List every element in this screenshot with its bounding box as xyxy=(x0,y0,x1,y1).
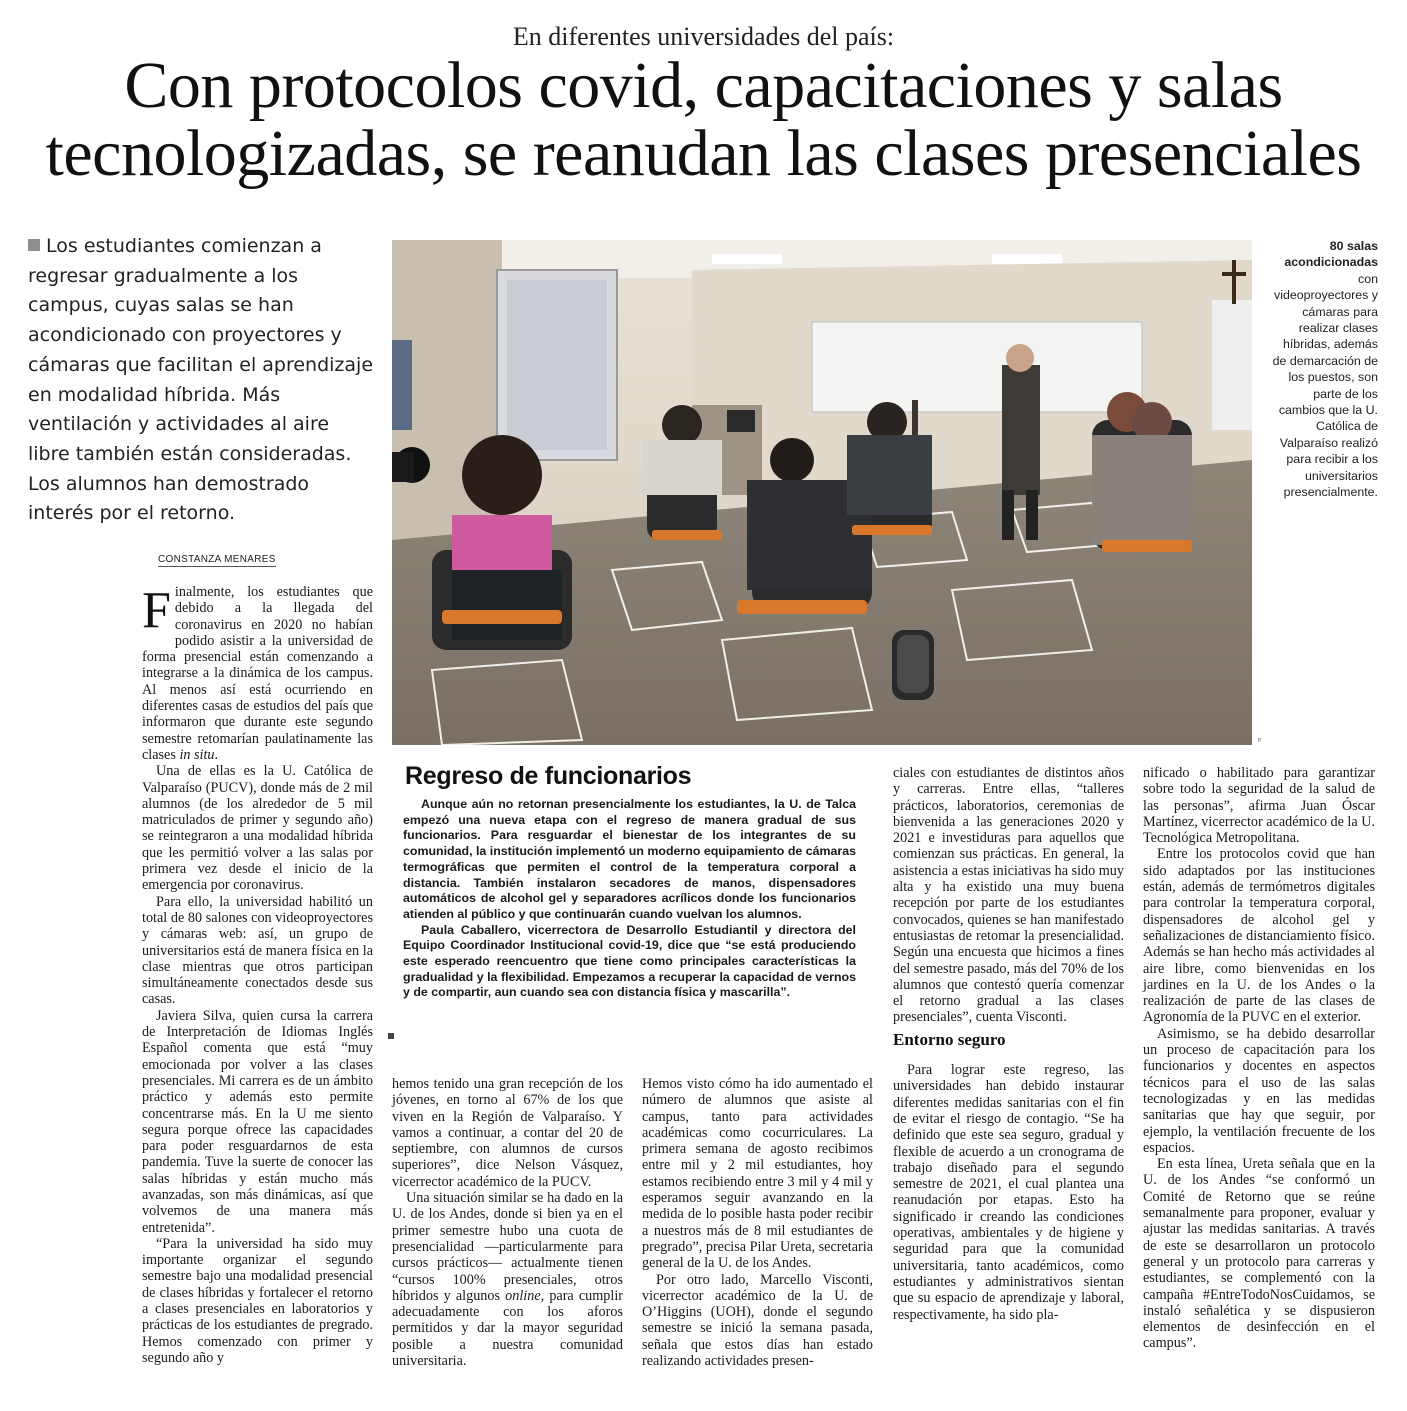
headline xyxy=(0,49,1407,190)
lead-paragraph xyxy=(28,232,373,529)
body-paragraph: Para ello, la universidad habilitó un total de 80 salones con videoproyectores y cámaras web: así, un grupo de universitarios está de manera física en la clase mientras que otros participan simultáneamente conectados desde sus casas. xyxy=(142,893,373,1008)
square-bullet-icon xyxy=(28,239,40,251)
body-paragraph: Asimismo, se ha debido desarrollar un proceso de capacitación para los funcionarios y docentes en aspectos técnicos para el uso de las salas tecnologizadas y en las medidas sanitarias que hay que seguir, por ejemplo, la ventilación frecuente de los espacios. xyxy=(1143,1025,1375,1156)
byline: CONSTANZA MENARES xyxy=(158,554,276,565)
drop-cap: F xyxy=(142,582,171,639)
kicker: En diferentes universidades del país: xyxy=(512,22,895,51)
sidebar-paragraph: Paula Caballero, vicerrectora de Desarrollo Estudiantil y directora del Equipo Coordinador Institucional covid-19, dice que “se está produciendo este esperado reencuentro que tiene como principales características la gradualidad y la flexibilidad. Empezamos a recuperar la capacidad de vernos y de compartir, aun cuando sea con distancia física y mascarilla”. xyxy=(403,922,856,1000)
headline-line-2: tecnologizadas, se reanudan las clases presenciales xyxy=(45,117,1362,190)
classroom-photo xyxy=(392,240,1252,745)
photo-credit: P xyxy=(1258,738,1262,744)
body-paragraph: Para lograr este regreso, las universidades han debido instaurar diferentes medidas sanitarias con el fin de evitar el riesgo de contagio. “Se ha definido que este sea seguro, gradual y flexible de acuerdo a un cronograma de trabajo diseñado para el segundo semestre de 2021, el cual plantea una reanudación por etapas. Esto ha significado ir creando las condiciones operativas, ambientales y de higiene y seguridad para que la comunidad universitaria, tanto académicos, como estudiantes y administrativos sientan que su espacio de aprendizaje y laboral, respectivamente, ha sido pla- xyxy=(893,1062,1124,1323)
sidebar-title: Regreso de funcionarios xyxy=(405,762,692,790)
sidebar-box xyxy=(403,762,856,1001)
body-paragraph: Una situación similar se ha dado en la U. de los Andes, donde si bien ya en el primer semestre hubo una cuota de presencialidad —particularmente para cursos prácticos— actualmente tienen “cursos 100% presenciales, otros híbridos y algunos online, para cumplir adecuadamente con los aforos permitidos y dar la mayor seguridad posible a nuestra comunidad universitaria. xyxy=(392,1190,623,1370)
body-paragraph: ciales con estudiantes de distintos años y carreras. Entre ellas, “talleres prácticos, laboratorios, ceremonias de bienvenida a las generaciones 2020 y 2021 e investiduras para aquellos que comienzan sus prácticas. En general, la asistencia a estas iniciativas ha sido muy alta y ha existido una muy buena recepción por parte de los estudiantes convocados, quienes se han manifestado entusiastas de retomar la presencialidad. Según una encuesta que hicimos a fines del semestre pasado, más del 70% de los alumnos que contestó quería comenzar el retorno gradual a las clases presenciales”, cuenta Visconti. xyxy=(893,765,1124,1026)
sidebar-end-mark xyxy=(388,1033,394,1039)
body-column-2 xyxy=(392,1076,623,1369)
caption-text: con videoproyectores y cámaras para realizar clases híbridas, además de demarcación de los puestos, son parte de los cambios que la U. Católica de Valparaíso realizó para recibir a los universitarios presencialmente. xyxy=(1272,271,1378,500)
sidebar-paragraph: Aunque aún no retornan presencialmente los estudiantes, la U. de Talca empezó una nueva etapa con el regreso de manera gradual de sus funcionarios. Para resguardar el bienestar de los integrantes de su comunidad, la institución implementó un moderno equipamiento de cámaras termográficas que permiten el control de la temperatura corporal a distancia. También instalaron secadores de manos, dispensadores automáticos de alcohol gel y separadores acrílicos donde los funcionarios atienden al público y que continuarán cuando vuelvan los alumnos. xyxy=(403,797,857,921)
body-paragraph: nificado o habilitado para garantizar sobre todo la seguridad de la salud de las personas”, afirma Juan Óscar Martínez, vicerrector académico de la U. Tecnológica Metropolitana. xyxy=(1143,765,1375,847)
body-column-4 xyxy=(893,765,1124,1323)
caption-bold: 80 salas acondicionadas xyxy=(1284,239,1378,270)
body-paragraph: Javiera Silva, quien cursa la carrera de Interpretación de Idiomas Inglés Español comenta que está “muy emocionada por volver a las clases presenciales. Mi carrera es de un ámbito práctico y además esto permite concentrarse más. En la U me siento segura porque ofrece las capacidades para poder resguardarnos de esta pandemia. Tuve la suerte de conocer las salas híbridas y están mucho más avanzadas, son más dinámicas, así que volvemos de una manera más entretenida”. xyxy=(142,1007,373,1236)
subhead: Entorno seguro xyxy=(893,1029,1006,1049)
body-column-3 xyxy=(642,1076,873,1369)
body-paragraph: Entre los protocolos covid que han sido adaptados por las instituciones están, además de termómetros digitales para controlar la temperatura corporal, dispensadores de alcohol gel y señalizaciones de distanciamiento físico. Además se han hecho más actividades al aire libre, como bienvenidas en los jardines en la U. de los Andes o la realización de parte de las clases de Agronomía de la PUVC en el exterior. xyxy=(1143,846,1375,1026)
lead-text: Los estudiantes comienzan a regresar gradualmente a los campus, cuyas salas se han acondicionado con proyectores y cámaras que facilitan el aprendizaje en modalidad híbrida. Más ventilación y actividades al aire libre también están consideradas. Los alumnos han demostrado interés por el retorno. xyxy=(28,235,374,525)
photo-caption xyxy=(1268,238,1378,501)
body-paragraph: Por otro lado, Marcello Visconti, vicerrector académico de la U. de O’Higgins (UOH), donde el segundo semestre se inició la semana pasada, señala que estos días han estado realizando actividades presen- xyxy=(642,1271,873,1370)
body-paragraph: Una de ellas es la U. Católica de Valparaíso (PUCV), donde más de 2 mil alumnos (de los alrededor de 5 mil matriculados de primer y segundo año) se reintegraron a una modalidad híbrida que les permitió volver a las salas por primera vez desde el inicio de la emergencia por coronavirus. xyxy=(142,763,373,894)
body-paragraph: hemos tenido una gran recepción de los jóvenes, en torno al 67% de los que viven en la Región de Valparaíso. Y vamos a continuar, a contar del 20 de septiembre, con alumnos de cursos superiores”, dice Nelson Vásquez, vicerrector académico de la PUCV. xyxy=(392,1076,623,1190)
body-paragraph: Hemos visto cómo ha ido aumentado el número de alumnos que asiste al campus, tanto para actividades académicas como cocurriculares. La primera semana de agosto recibimos entre mil y 2 mil estudiantes, hoy estamos recibiendo entre 3 mil y 4 mil y esperamos seguir avanzando en la medida de lo posible hasta poder recibir a nuestros más de 8 mil estudiantes de pregrado”, precisa Pilar Ureta, secretaria general de la U. de los Andes. xyxy=(642,1076,873,1272)
body-column-5 xyxy=(1143,765,1375,1352)
body-paragraph: “Para la universidad ha sido muy importante organizar el segundo semestre bajo una modalidad presencial de clases híbridas y fortalecer el retorno a clases presenciales en laboratorios y prácticas de los estudiantes de pregrado. Hemos comenzado con primer y segundo año y xyxy=(142,1235,373,1366)
body-paragraph: En esta línea, Ureta señala que en la U. de los Andes “se conformó un Comité de Retorno que se reúne semanalmente para proponer, evaluar y ajustar las medidas sanitarias. A través de este se desarrollaron un protocolo general y un protocolo para carreras y estudiantes, se complementó con la campaña #EntreTodoNosCuidamos, se instaló señalética y se dispusieron elementos de desinfección en el campus”. xyxy=(1143,1156,1375,1352)
body-paragraph: Finalmente, los estudiantes que debido a la llegada del coronavirus en 2020 no habían podido asistir a la universidad de forma presencial están comenzando a integrarse a la dinámica de los campus. Al menos así está ocurriendo en diferentes casas de estudios del país que informaron que durante este segundo semestre retomarían paulatinamente las clases in situ. xyxy=(142,582,373,763)
body-column-1 xyxy=(142,584,373,1366)
headline-line-1: Con protocolos covid, capacitaciones y salas xyxy=(124,49,1283,122)
